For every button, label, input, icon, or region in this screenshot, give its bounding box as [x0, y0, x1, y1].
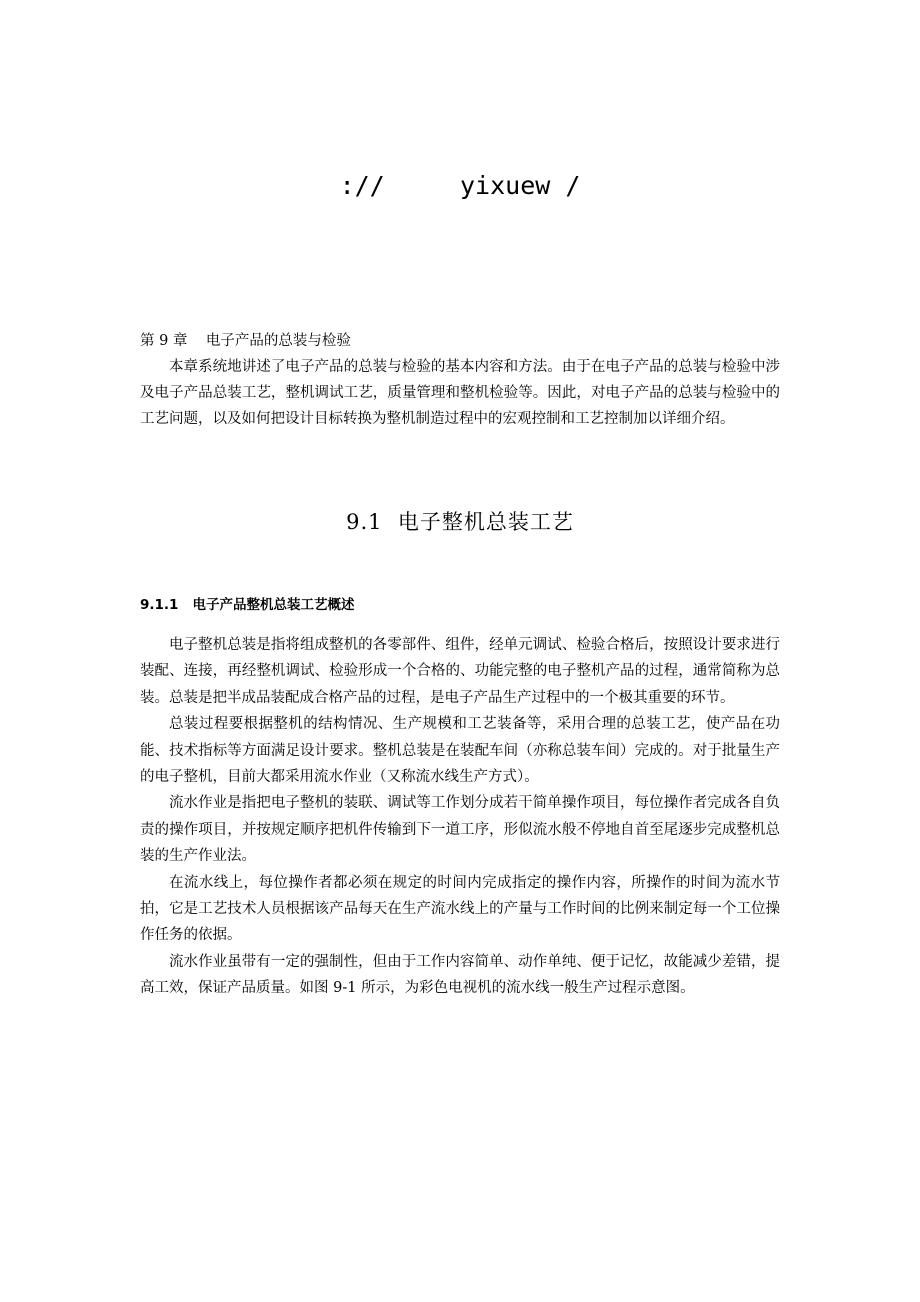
body-paragraph: 在流水线上，每位操作者都必须在规定的时间内完成指定的操作内容，所操作的时间为流水节拍，它是工艺技术人员根据该产品每天在生产流水线上的产量与工作时间的比例来制定每一个工位操作任务的依据。	[140, 874, 780, 944]
body-text	[140, 632, 780, 1002]
chapter-block	[140, 328, 780, 432]
body-paragraph: 流水作业是指把电子整机的装联、调试等工作划分成若干简单操作项目，每位操作者完成各自负责的操作项目，并按规定顺序把机件传输到下一道工序，形似流水般不停地自首至尾逐步完成整机总装的生产作业法。	[140, 795, 780, 865]
chapter-intro-paragraph: 本章系统地讲述了电子产品的总装与检验的基本内容和方法。由于在电子产品的总装与检验中涉及电子产品总装工艺，整机调试工艺，质量管理和整机检验等。因此，对电子产品的总装与检验中的工艺问题，以及如何把设计目标转换为整机制造过程中的宏观控制和工艺控制加以详细介绍。	[140, 359, 780, 427]
section-title: 9.1 电子整机总装工艺	[346, 510, 574, 534]
header-url-text: :// yixuew /	[339, 171, 581, 200]
chapter-title: 第 9 章 电子产品的总装与检验	[140, 333, 351, 349]
body-paragraph: 流水作业虽带有一定的强制性，但由于工作内容简单、动作单纯、便于记忆，故能减少差错，提高工效，保证产品质量。如图 9-1 所示，为彩色电视机的流水线一般生产过程示意图。	[140, 953, 780, 997]
body-paragraph: 总装过程要根据整机的结构情况、生产规模和工艺装备等，采用合理的总装工艺，使产品在功能、技术指标等方面满足设计要求。整机总装是在装配车间（亦称总装车间）完成的。对于批量生产的电子整机，目前大都采用流水作业（又称流水线生产方式）。	[140, 716, 780, 786]
body-paragraph: 电子整机总装是指将组成整机的各零部件、组件，经单元调试、检验合格后，按照设计要求进行装配、连接，再经整机调试、检验形成一个合格的、功能完整的电子整机产品的过程，通常简称为总装。总装是把半成品装配成合格产品的过程，是电子产品生产过程中的一个极其重要的环节。	[140, 637, 780, 706]
subsection-title: 9.1.1 电子产品整机总装工艺概述	[140, 597, 355, 613]
